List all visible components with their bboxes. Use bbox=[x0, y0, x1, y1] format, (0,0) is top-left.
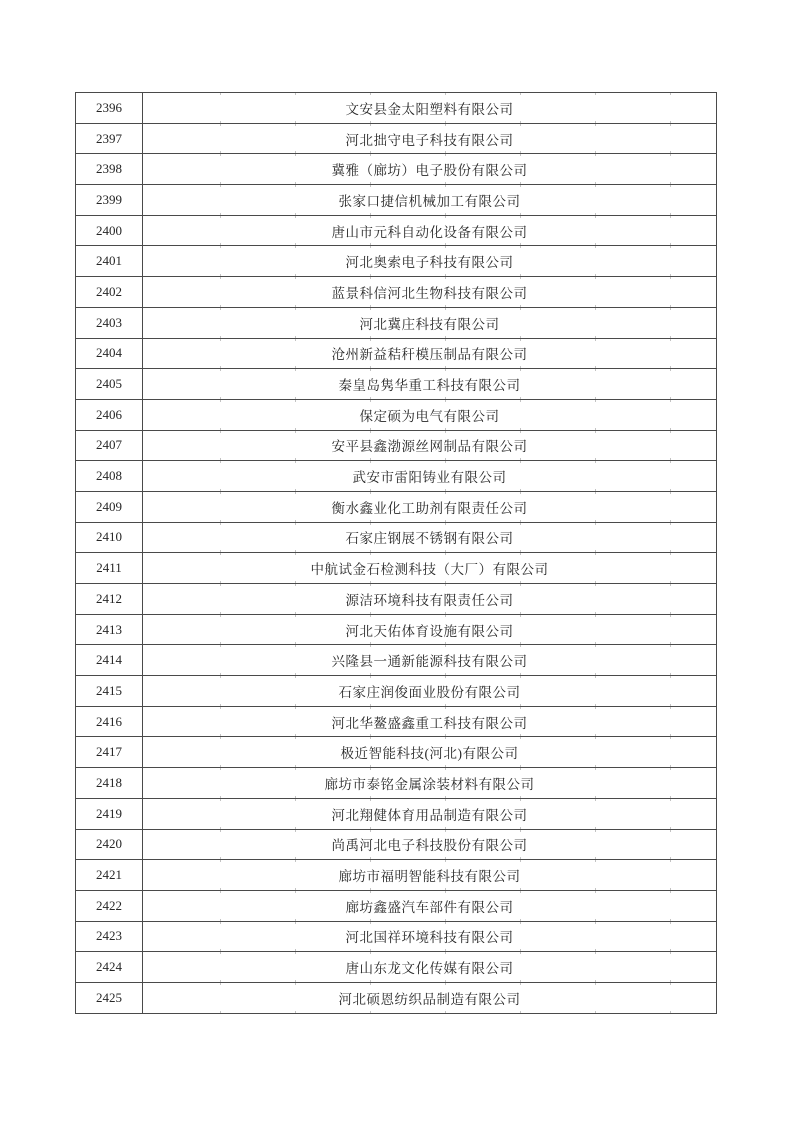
company-name: 廊坊鑫盛汽车部件有限公司 bbox=[143, 890, 717, 921]
company-name: 廊坊市泰铭金属涂装材料有限公司 bbox=[143, 768, 717, 799]
table-row bbox=[76, 246, 717, 277]
company-name: 沧州新益秸秆模压制品有限公司 bbox=[143, 338, 717, 369]
company-name: 武安市雷阳铸业有限公司 bbox=[143, 461, 717, 492]
table-row bbox=[76, 584, 717, 615]
table-row bbox=[76, 982, 717, 1013]
row-number: 2420 bbox=[76, 829, 143, 860]
company-table-body bbox=[76, 93, 717, 1014]
row-number: 2422 bbox=[76, 890, 143, 921]
company-name: 河北拙守电子科技有限公司 bbox=[143, 123, 717, 154]
table-row bbox=[76, 369, 717, 400]
table-row bbox=[76, 676, 717, 707]
company-name: 河北天佑体育设施有限公司 bbox=[143, 614, 717, 645]
company-name: 冀雅（廊坊）电子股份有限公司 bbox=[143, 154, 717, 185]
company-name: 河北翔健体育用品制造有限公司 bbox=[143, 798, 717, 829]
table-row bbox=[76, 185, 717, 216]
row-number: 2421 bbox=[76, 860, 143, 891]
row-number: 2418 bbox=[76, 768, 143, 799]
table-row bbox=[76, 338, 717, 369]
table-row bbox=[76, 277, 717, 308]
row-number: 2398 bbox=[76, 154, 143, 185]
table-row bbox=[76, 645, 717, 676]
row-number: 2405 bbox=[76, 369, 143, 400]
company-name: 安平县鑫渤源丝网制品有限公司 bbox=[143, 430, 717, 461]
company-name: 石家庄钢展不锈钢有限公司 bbox=[143, 522, 717, 553]
table-row bbox=[76, 522, 717, 553]
row-number: 2401 bbox=[76, 246, 143, 277]
table-row bbox=[76, 430, 717, 461]
row-number: 2408 bbox=[76, 461, 143, 492]
table-row bbox=[76, 215, 717, 246]
row-number: 2419 bbox=[76, 798, 143, 829]
table-row bbox=[76, 123, 717, 154]
table-row bbox=[76, 860, 717, 891]
company-list-table bbox=[75, 92, 717, 1014]
company-name: 河北硕恩纺织品制造有限公司 bbox=[143, 982, 717, 1013]
row-number: 2396 bbox=[76, 93, 143, 124]
table-row bbox=[76, 93, 717, 124]
company-name: 源洁环境科技有限责任公司 bbox=[143, 584, 717, 615]
company-name: 河北冀庄科技有限公司 bbox=[143, 307, 717, 338]
table-row bbox=[76, 829, 717, 860]
row-number: 2402 bbox=[76, 277, 143, 308]
company-name: 河北国祥环境科技有限公司 bbox=[143, 921, 717, 952]
company-name: 蓝景科信河北生物科技有限公司 bbox=[143, 277, 717, 308]
table-row bbox=[76, 737, 717, 768]
company-name: 唐山市元科自动化设备有限公司 bbox=[143, 215, 717, 246]
row-number: 2411 bbox=[76, 553, 143, 584]
company-name: 兴隆县一通新能源科技有限公司 bbox=[143, 645, 717, 676]
table-row bbox=[76, 614, 717, 645]
company-name: 极近智能科技(河北)有限公司 bbox=[143, 737, 717, 768]
row-number: 2397 bbox=[76, 123, 143, 154]
table-row bbox=[76, 952, 717, 983]
table-row bbox=[76, 798, 717, 829]
row-number: 2416 bbox=[76, 706, 143, 737]
company-name: 尚禹河北电子科技股份有限公司 bbox=[143, 829, 717, 860]
row-number: 2425 bbox=[76, 982, 143, 1013]
row-number: 2410 bbox=[76, 522, 143, 553]
company-name: 河北华鳌盛鑫重工科技有限公司 bbox=[143, 706, 717, 737]
row-number: 2417 bbox=[76, 737, 143, 768]
table-row bbox=[76, 890, 717, 921]
company-name: 张家口捷信机械加工有限公司 bbox=[143, 185, 717, 216]
row-number: 2414 bbox=[76, 645, 143, 676]
company-name: 唐山东龙文化传媒有限公司 bbox=[143, 952, 717, 983]
table-row bbox=[76, 307, 717, 338]
row-number: 2399 bbox=[76, 185, 143, 216]
table-row bbox=[76, 399, 717, 430]
company-name: 石家庄润俊面业股份有限公司 bbox=[143, 676, 717, 707]
row-number: 2403 bbox=[76, 307, 143, 338]
table-row bbox=[76, 461, 717, 492]
row-number: 2412 bbox=[76, 584, 143, 615]
company-name: 廊坊市福明智能科技有限公司 bbox=[143, 860, 717, 891]
company-name: 衡水鑫业化工助剂有限责任公司 bbox=[143, 491, 717, 522]
row-number: 2406 bbox=[76, 399, 143, 430]
row-number: 2400 bbox=[76, 215, 143, 246]
row-number: 2424 bbox=[76, 952, 143, 983]
row-number: 2423 bbox=[76, 921, 143, 952]
row-number: 2404 bbox=[76, 338, 143, 369]
table-row bbox=[76, 921, 717, 952]
table-row bbox=[76, 706, 717, 737]
company-name: 文安县金太阳塑料有限公司 bbox=[143, 93, 717, 124]
company-name: 中航试金石检测科技（大厂）有限公司 bbox=[143, 553, 717, 584]
row-number: 2413 bbox=[76, 614, 143, 645]
company-name: 河北奥索电子科技有限公司 bbox=[143, 246, 717, 277]
table-row bbox=[76, 154, 717, 185]
company-name: 秦皇岛隽华重工科技有限公司 bbox=[143, 369, 717, 400]
table-row bbox=[76, 553, 717, 584]
row-number: 2407 bbox=[76, 430, 143, 461]
table-row bbox=[76, 491, 717, 522]
row-number: 2415 bbox=[76, 676, 143, 707]
row-number: 2409 bbox=[76, 491, 143, 522]
company-name: 保定硕为电气有限公司 bbox=[143, 399, 717, 430]
table-row bbox=[76, 768, 717, 799]
